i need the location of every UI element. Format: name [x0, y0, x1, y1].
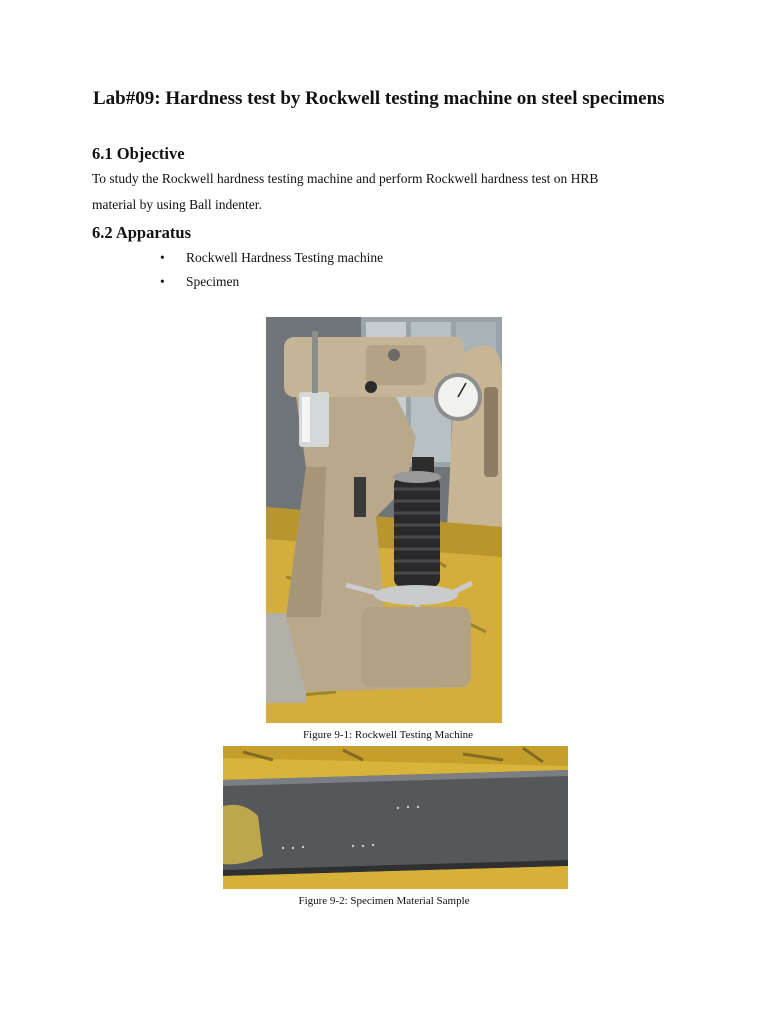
- specimen-bar-illustration: [223, 746, 568, 889]
- objective-text-line-2: material by using Ball indenter.: [92, 197, 262, 212]
- list-item: [160, 272, 383, 296]
- apparatus-heading: 6.2 Apparatus: [92, 223, 192, 242]
- rockwell-machine-photo: [266, 317, 502, 723]
- apparatus-item-specimen: Specimen: [186, 274, 240, 289]
- apparatus-item-machine: Rockwell Hardness Testing machine: [186, 250, 384, 265]
- specimen-sample-photo: [223, 746, 568, 889]
- apparatus-list: [160, 248, 383, 296]
- figure-1-caption: Figure 9-1: Rockwell Testing Machine: [302, 729, 474, 741]
- objective-text-line-1: To study the Rockwell hardness testing machine and perform Rockwell hardness test on HRB: [92, 171, 599, 186]
- bullet-marker: •: [160, 274, 165, 289]
- bullet-marker: •: [160, 250, 165, 265]
- document-title: Lab#09: Hardness test by Rockwell testing machine on steel specimens: [93, 88, 665, 109]
- figure-2-caption: Figure 9-2: Specimen Material Sample: [298, 895, 470, 907]
- list-item: [160, 248, 383, 272]
- rockwell-machine-illustration: [266, 317, 502, 723]
- objective-heading: 6.1 Objective: [92, 144, 185, 163]
